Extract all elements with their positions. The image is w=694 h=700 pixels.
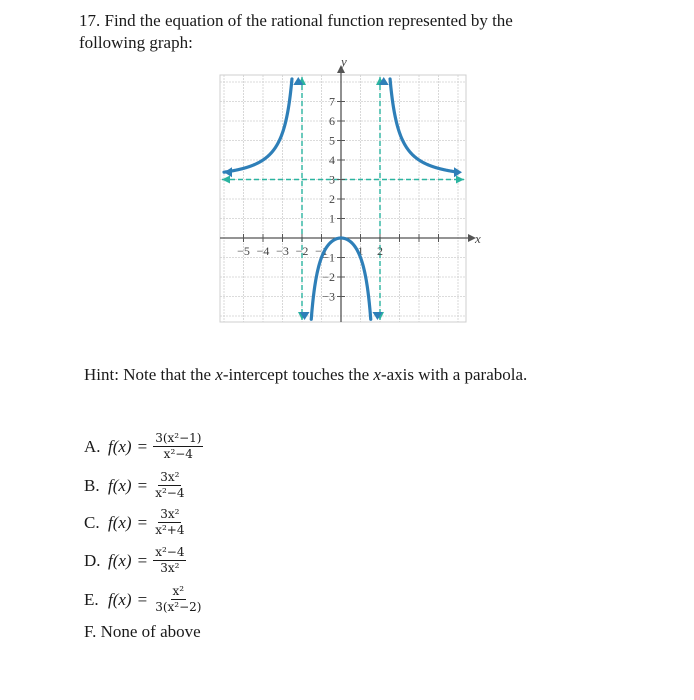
choice-fraction xyxy=(153,584,203,615)
choice-fraction xyxy=(153,470,186,501)
choice-c[interactable] xyxy=(84,507,186,538)
choice-fraction xyxy=(153,545,186,576)
fraction-denominator: 3(x²−2) xyxy=(155,600,202,614)
y-tick-label: 2 xyxy=(329,192,335,206)
choice-fraction xyxy=(153,507,186,538)
y-tick-label: 1 xyxy=(329,211,335,226)
question-line2: following graph: xyxy=(79,33,193,52)
choice-f[interactable]: F. None of above xyxy=(84,622,201,641)
x-tick-label: 1 xyxy=(357,244,364,258)
hint-suffix: -axis with a parabola. xyxy=(380,365,528,384)
x-tick-label: 2 xyxy=(377,244,383,258)
choice-equals: = xyxy=(137,589,148,609)
choice-function: f(x) xyxy=(108,550,132,570)
asymptote-arrowhead xyxy=(222,176,230,184)
choice-function: f(x) xyxy=(108,436,132,456)
y-tick-label: −3 xyxy=(322,289,335,304)
right-branch xyxy=(390,79,458,172)
choice-letter: A. xyxy=(84,436,101,456)
choice-equals: = xyxy=(137,436,148,456)
y-tick-label: 6 xyxy=(329,114,335,128)
fraction-numerator: x²−4 xyxy=(155,545,185,559)
rational-function-graph xyxy=(0,0,694,340)
choice-function: f(x) xyxy=(108,475,132,495)
hint-prefix: Hint: Note that the xyxy=(84,365,216,384)
x-tick-label: −2 xyxy=(295,244,309,258)
x-axis-label: x xyxy=(475,231,481,246)
hint-text xyxy=(84,364,527,386)
choice-equals: = xyxy=(137,512,148,532)
choice-letter: B. xyxy=(84,475,100,495)
fraction-denominator: x²−4 xyxy=(155,486,185,500)
y-axis-label: y xyxy=(341,54,347,69)
fraction-numerator: 3(x²−1) xyxy=(155,431,202,445)
choice-a[interactable] xyxy=(84,431,203,462)
choice-e[interactable] xyxy=(84,584,203,615)
y-tick-label: 3 xyxy=(329,172,335,187)
choice-equals: = xyxy=(137,475,148,495)
x-tick-label: −4 xyxy=(256,244,270,258)
choice-d[interactable] xyxy=(84,545,186,576)
choice-letter: C. xyxy=(84,512,100,532)
choice-equals: = xyxy=(137,550,148,570)
choice-function: f(x) xyxy=(108,589,132,609)
axes xyxy=(220,65,476,322)
asymptote-arrowhead xyxy=(456,176,464,184)
choice-b[interactable] xyxy=(84,470,186,501)
fraction-denominator: x²+4 xyxy=(155,523,185,537)
hint-var2: x xyxy=(373,365,381,384)
curve-arrowhead xyxy=(224,167,232,177)
axis-ticks xyxy=(237,95,438,304)
question-number: 17. xyxy=(79,11,101,30)
fraction-denominator: x²−4 xyxy=(163,447,193,461)
hint-middle: -intercept touches the xyxy=(222,365,374,384)
hint-var1: x xyxy=(215,365,223,384)
question-line1: Find the equation of the rational function represented by the xyxy=(104,11,513,30)
y-tick-label: 5 xyxy=(329,133,335,148)
x-tick-label: −3 xyxy=(276,244,289,258)
left-branch xyxy=(224,79,292,172)
x-tick-label: −5 xyxy=(237,244,250,258)
x-tick-label: −1 xyxy=(315,244,328,258)
choice-function: f(x) xyxy=(108,512,132,532)
choice-letter: D. xyxy=(84,550,101,570)
y-tick-label: 7 xyxy=(329,94,335,109)
choice-fraction xyxy=(153,431,203,462)
y-tick-label: 4 xyxy=(329,153,335,167)
fraction-numerator: x² xyxy=(172,584,185,598)
fraction-numerator: 3x² xyxy=(160,507,180,521)
fraction-numerator: 3x² xyxy=(160,470,180,484)
y-tick-label: −2 xyxy=(322,270,335,284)
y-tick-label: −1 xyxy=(322,250,335,265)
fraction-denominator: 3x² xyxy=(160,561,180,575)
choice-letter: E. xyxy=(84,589,99,609)
